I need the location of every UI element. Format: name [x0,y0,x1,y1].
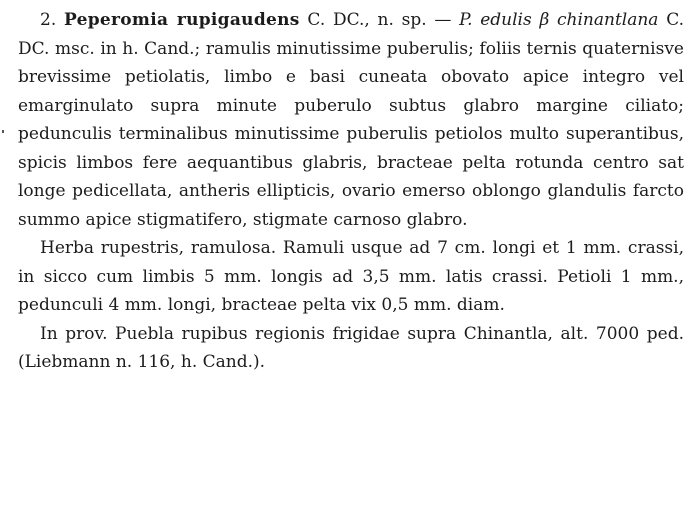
synonym-note: C. DC. msc. in h. Cand.; [18,10,684,59]
latin-description: ramulis minutissime puberulis; foliis ternis quaternisve brevissime petiolatis, limbo e basi cuneata obovato apice integro vel emarginulato supra minute puberulo subtus glabro margine ciliato; pedunculis terminalibus minutissime puberulis petiolos multo superantibus, spicis limbos fere aequantibus glabris, bracteae pelta rotunda centro sat longe pedicellata, antheris ellipticis, ovario emerso oblongo glandulis farcto summo apice stigmatifero, stigmate carnoso glabro. [18,38,684,230]
variety-name: β chinantlana [539,10,659,30]
species-entry [18,6,684,377]
synonym-name: P. edulis [459,10,532,30]
habit-paragraph: Herba rupestris, ramulosa. Ramuli usque ad 7 cm. longi et 1 mm. crassi, in sicco cum limbis 5 mm. longis ad 3,5 mm. latis crassi. Petioli 1 mm., pedunculi 4 mm. longi, bracteae pelta vix 0,5 mm. diam. [18,238,684,315]
species-name: Peperomia rupigaudens [63,10,300,30]
locality-paragraph: In prov. Puebla rupibus regionis frigidae supra Chinantla, alt. 7000 ped. (Liebmann n. 116, h. Cand.). [18,323,684,372]
diagnosis-paragraph [18,6,684,234]
entry-number: 2. [40,10,57,30]
margin-mark [2,130,4,133]
species-author: C. DC., n. sp. — [307,10,452,30]
